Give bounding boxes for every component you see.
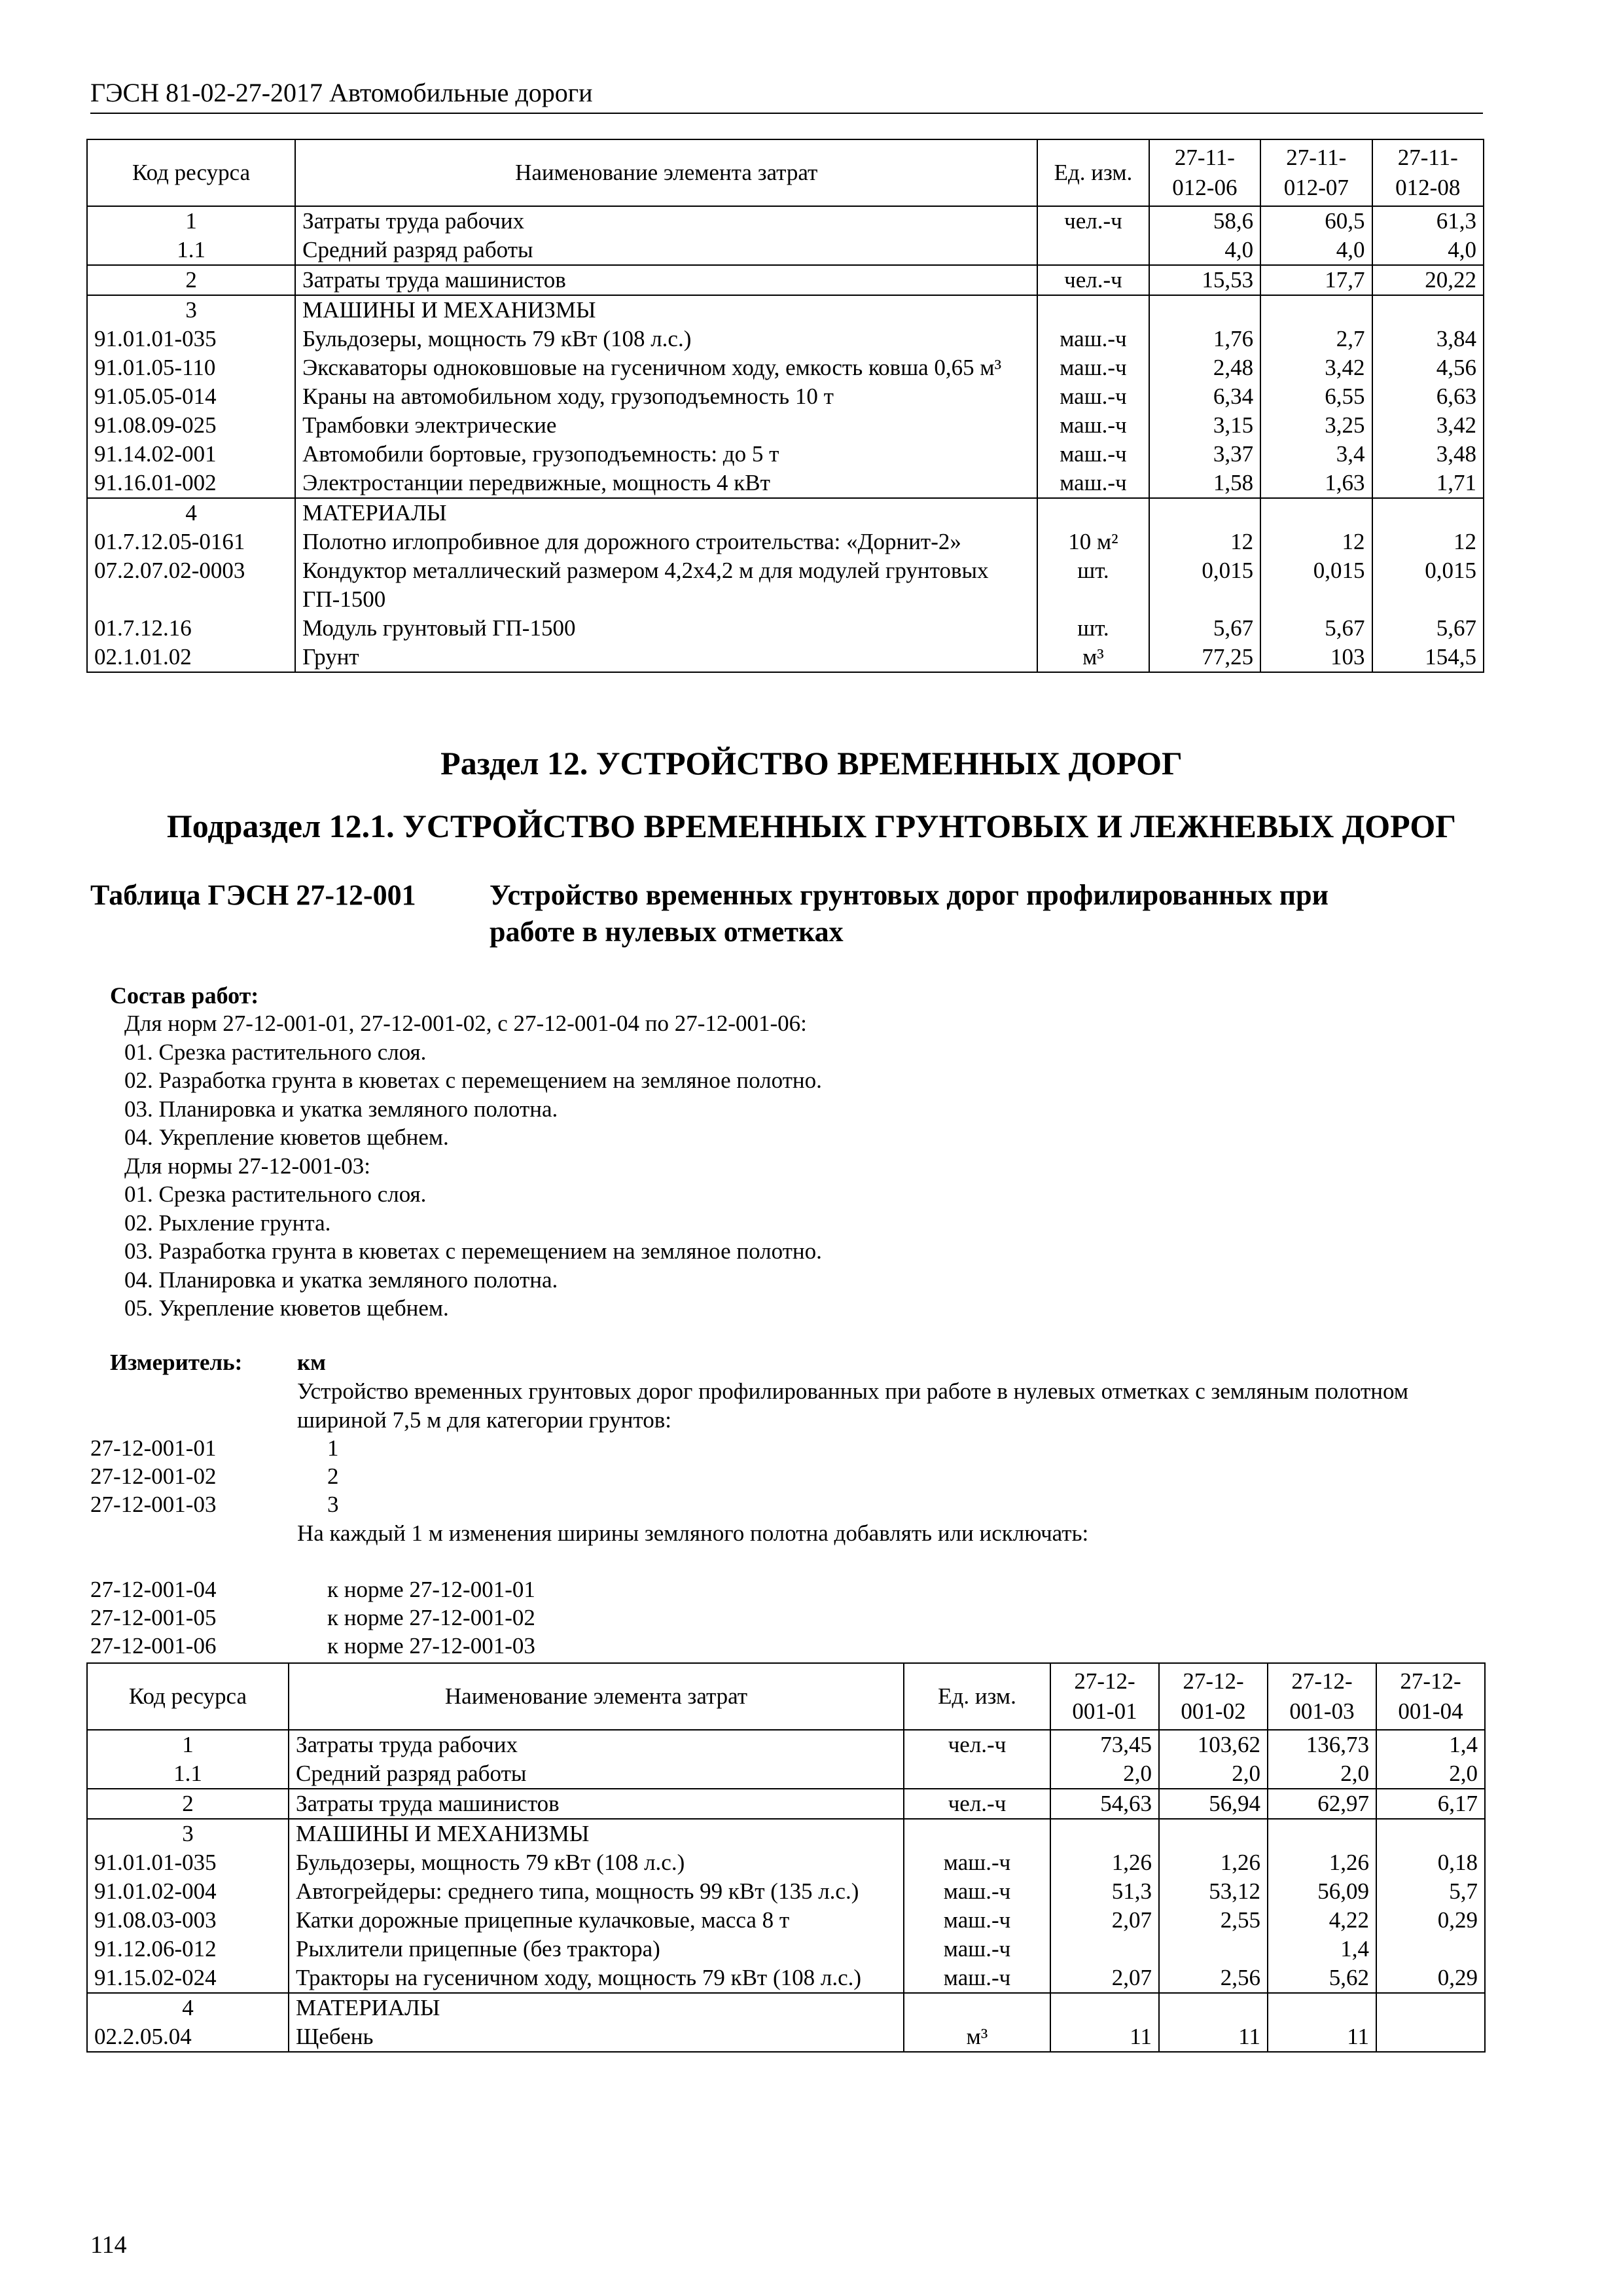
table-row (87, 1759, 1485, 1789)
resource-name: Экскаваторы одноковшовые на гусеничном ходу, емкость ковша 0,65 м³ (295, 353, 1037, 382)
norm-value: 17,7 (1260, 265, 1372, 295)
resource-name: Автомобили бортовые, грузоподъемность: до 5 т (295, 440, 1037, 469)
col-header-norm: 27-12- 001-01 (1050, 1663, 1159, 1730)
col-header-unit: Ед. изм. (1037, 139, 1149, 206)
norm-value: 58,6 (1149, 206, 1260, 236)
work-item: 02. Разработка грунта в кюветах с перемещением на земляное полотно. (124, 1067, 822, 1093)
resource-unit: шт. (1037, 556, 1149, 614)
resource-code: 91.14.02-001 (87, 440, 295, 469)
resource-name: Трамбовки электрические (295, 411, 1037, 440)
norm-value: 61,3 (1372, 206, 1484, 236)
norm-value: 0,18 (1376, 1848, 1485, 1877)
resource-name: Средний разряд работы (295, 236, 1037, 265)
norm-value: 2,0 (1268, 1759, 1376, 1789)
norm-value: 56,09 (1268, 1877, 1376, 1906)
work-composition-list (124, 1009, 822, 1323)
table-row (87, 440, 1484, 469)
norm-value: 3,48 (1372, 440, 1484, 469)
norm-value: 12 (1260, 528, 1372, 556)
norm-value (1376, 2022, 1485, 2052)
resource-unit (1037, 498, 1149, 528)
norm-value: 4,0 (1260, 236, 1372, 265)
resource-unit: м³ (904, 2022, 1050, 2052)
norm-value: 0,29 (1376, 1964, 1485, 1993)
resource-code: 91.12.06-012 (87, 1935, 289, 1964)
resource-code: 91.08.03-003 (87, 1906, 289, 1935)
norm-text: 1 (327, 1435, 339, 1461)
work-item: 05. Укрепление кюветов щебнем. (124, 1295, 449, 1321)
resource-code: 01.7.12.05-0161 (87, 528, 295, 556)
norm-value: 2,0 (1050, 1759, 1159, 1789)
col-header-norm: 27-12- 001-04 (1376, 1663, 1485, 1730)
resource-name: Затраты труда рабочих (295, 206, 1037, 236)
norm-value (1159, 1993, 1268, 2022)
table-row (87, 206, 1484, 236)
table-row (87, 1789, 1485, 1819)
table-row (87, 1730, 1485, 1759)
norm-value: 3,4 (1260, 440, 1372, 469)
norm-value: 77,25 (1149, 643, 1260, 672)
norm-value: 0,015 (1149, 556, 1260, 614)
resource-code: 4 (87, 498, 295, 528)
resource-code: 02.2.05.04 (87, 2022, 289, 2052)
norm-text: 3 (327, 1492, 339, 1517)
norm-value: 5,67 (1149, 614, 1260, 643)
norm-value: 1,71 (1372, 469, 1484, 498)
norm-code: 27-12-001-01 (90, 1435, 217, 1461)
norm-value (1376, 1993, 1485, 2022)
work-item: 01. Срезка растительного слоя. (124, 1039, 427, 1065)
norm-code: 27-12-001-02 (90, 1463, 217, 1489)
norm-value: 3,84 (1372, 325, 1484, 353)
norm-value: 3,15 (1149, 411, 1260, 440)
norm-value: 6,63 (1372, 382, 1484, 411)
norm-value: 62,97 (1268, 1789, 1376, 1819)
resource-code: 1 (87, 1730, 289, 1759)
resource-name: Полотно иглопробивное для дорожного строительства: «Дорнит-2» (295, 528, 1037, 556)
norm-value: 3,42 (1260, 353, 1372, 382)
resource-unit: м³ (1037, 643, 1149, 672)
norm-value: 103,62 (1159, 1730, 1268, 1759)
col-header-code: Код ресурса (87, 1663, 289, 1730)
resource-unit: чел.-ч (1037, 265, 1149, 295)
resource-unit: чел.-ч (1037, 206, 1149, 236)
resource-unit: маш.-ч (1037, 325, 1149, 353)
resource-code: 07.2.07.02-0003 (87, 556, 295, 614)
table-row (87, 614, 1484, 643)
norm-value (1050, 1993, 1159, 2022)
norm-value (1260, 498, 1372, 528)
resource-name: Кондуктор металлический размером 4,2х4,2 м для модулей грунтовых ГП-1500 (295, 556, 1037, 614)
norm-value: 1,58 (1149, 469, 1260, 498)
norm-value (1372, 498, 1484, 528)
resource-name: Автогрейдеры: среднего типа, мощность 99 кВт (135 л.с.) (289, 1877, 904, 1906)
norm-value: 1,26 (1159, 1848, 1268, 1877)
resource-code: 91.01.05-110 (87, 353, 295, 382)
work-item: 01. Срезка растительного слоя. (124, 1181, 427, 1207)
resource-unit: чел.-ч (904, 1730, 1050, 1759)
norm-value: 2,07 (1050, 1964, 1159, 1993)
norm-value: 4,0 (1372, 236, 1484, 265)
norm-value (1376, 1819, 1485, 1848)
resource-code: 01.7.12.16 (87, 614, 295, 643)
norm-value (1050, 1819, 1159, 1848)
norm-value (1050, 1935, 1159, 1964)
resource-name: Модуль грунтовый ГП-1500 (295, 614, 1037, 643)
norm-value: 73,45 (1050, 1730, 1159, 1759)
resource-code: 2 (87, 265, 295, 295)
norm-text: к норме 27-12-001-02 (327, 1605, 535, 1630)
table-row (87, 1964, 1485, 1993)
resource-unit: чел.-ч (904, 1789, 1050, 1819)
norm-value: 12 (1372, 528, 1484, 556)
norm-value (1149, 498, 1260, 528)
norm-value: 4,56 (1372, 353, 1484, 382)
meter-description: Устройство временных грунтовых дорог профилированных при работе в нулевых отметках с земляным полотном шириной 7,5 м для категории грунтов: (297, 1378, 1409, 1433)
norm-value: 20,22 (1372, 265, 1484, 295)
norm-value: 4,22 (1268, 1906, 1376, 1935)
norm-text: 2 (327, 1463, 339, 1489)
norm-value: 1,63 (1260, 469, 1372, 498)
norm-value: 3,25 (1260, 411, 1372, 440)
norm-value: 11 (1268, 2022, 1376, 2052)
resource-unit (904, 1993, 1050, 2022)
resource-name: Средний разряд работы (289, 1759, 904, 1789)
col-header-norm: 27-11- 012-06 (1149, 139, 1260, 206)
table-row (87, 1819, 1485, 1848)
resource-name: Тракторы на гусеничном ходу, мощность 79 кВт (108 л.с.) (289, 1964, 904, 1993)
norm-value: 5,67 (1260, 614, 1372, 643)
resource-unit: маш.-ч (1037, 353, 1149, 382)
resource-table-27-12-001 (86, 1662, 1486, 2053)
resource-code: 91.01.01-035 (87, 1848, 289, 1877)
resource-name: Затраты труда рабочих (289, 1730, 904, 1759)
resource-code: 4 (87, 1993, 289, 2022)
norm-value: 6,17 (1376, 1789, 1485, 1819)
norm-value: 11 (1159, 2022, 1268, 2052)
page-number: 114 (90, 2231, 127, 2259)
norm-code: 27-12-001-03 (90, 1492, 217, 1517)
work-item: Для нормы 27-12-001-03: (124, 1153, 370, 1179)
resource-unit: маш.-ч (1037, 469, 1149, 498)
norm-value: 1,26 (1268, 1848, 1376, 1877)
work-item: 04. Укрепление кюветов щебнем. (124, 1124, 449, 1150)
norm-value: 2,07 (1050, 1906, 1159, 1935)
norm-value: 3,42 (1372, 411, 1484, 440)
work-item: 03. Планировка и укатка земляного полотна. (124, 1096, 558, 1122)
norm-code: 27-12-001-06 (90, 1633, 217, 1659)
norm-value: 4,0 (1149, 236, 1260, 265)
norm-value (1268, 1819, 1376, 1848)
norm-text: к норме 27-12-001-01 (327, 1577, 535, 1602)
norm-value: 2,55 (1159, 1906, 1268, 1935)
norm-value (1260, 295, 1372, 325)
resource-unit (904, 1819, 1050, 1848)
table-description: Устройство временных грунтовых дорог профилированных при работе в нулевых отметках (490, 879, 1329, 948)
resource-code: 91.01.01-035 (87, 325, 295, 353)
norm-value: 0,015 (1260, 556, 1372, 614)
table-row (87, 265, 1484, 295)
resource-unit: маш.-ч (904, 1935, 1050, 1964)
resource-code: 02.1.01.02 (87, 643, 295, 672)
work-item: 02. Рыхление грунта. (124, 1210, 331, 1236)
norm-text: к норме 27-12-001-03 (327, 1633, 535, 1659)
col-header-name: Наименование элемента затрат (295, 139, 1037, 206)
table-row (87, 236, 1484, 265)
resource-unit (904, 1759, 1050, 1789)
norm-value: 5,62 (1268, 1964, 1376, 1993)
resource-name: МАШИНЫ И МЕХАНИЗМЫ (295, 295, 1037, 325)
norm-value (1159, 1935, 1268, 1964)
resource-table-27-11-012 (86, 139, 1484, 673)
resource-code: 91.01.02-004 (87, 1877, 289, 1906)
norm-value (1159, 1819, 1268, 1848)
table-row (87, 382, 1484, 411)
work-item: 03. Разработка грунта в кюветах с перемещением на земляное полотно. (124, 1238, 822, 1264)
resource-unit: 10 м² (1037, 528, 1149, 556)
section-title: Раздел 12. УСТРОЙСТВО ВРЕМЕННЫХ ДОРОГ (440, 745, 1183, 781)
resource-name: Рыхлители прицепные (без трактора) (289, 1935, 904, 1964)
norm-code: 27-12-001-05 (90, 1605, 217, 1630)
resource-code: 91.16.01-002 (87, 469, 295, 498)
table-row (87, 469, 1484, 498)
resource-code: 1 (87, 206, 295, 236)
col-header-name: Наименование элемента затрат (289, 1663, 904, 1730)
work-item: 04. Планировка и укатка земляного полотна. (124, 1266, 558, 1293)
norm-value: 0,29 (1376, 1906, 1485, 1935)
resource-unit: маш.-ч (904, 1964, 1050, 1993)
norm-value: 1,76 (1149, 325, 1260, 353)
resource-unit: маш.-ч (1037, 411, 1149, 440)
norm-value (1268, 1993, 1376, 2022)
norm-value: 103 (1260, 643, 1372, 672)
resource-name: Электростанции передвижные, мощность 4 кВт (295, 469, 1037, 498)
norm-value: 2,48 (1149, 353, 1260, 382)
work-item: Для норм 27-12-001-01, 27-12-001-02, с 27-12-001-04 по 27-12-001-06: (124, 1011, 807, 1036)
norm-value: 5,67 (1372, 614, 1484, 643)
table-row (87, 1906, 1485, 1935)
norm-value: 1,26 (1050, 1848, 1159, 1877)
norm-value: 15,53 (1149, 265, 1260, 295)
norm-value: 1,4 (1376, 1730, 1485, 1759)
resource-unit: маш.-ч (904, 1877, 1050, 1906)
running-header: ГЭСН 81-02-27-2017 Автомобильные дороги (90, 77, 1483, 114)
table-row (87, 1877, 1485, 1906)
norm-value: 0,015 (1372, 556, 1484, 614)
table-row (87, 2022, 1485, 2052)
col-header-norm: 27-11- 012-08 (1372, 139, 1484, 206)
norm-value: 53,12 (1159, 1877, 1268, 1906)
resource-unit: шт. (1037, 614, 1149, 643)
resource-name: Бульдозеры, мощность 79 кВт (108 л.с.) (289, 1848, 904, 1877)
norm-value (1149, 295, 1260, 325)
norm-value: 11 (1050, 2022, 1159, 2052)
norm-value: 154,5 (1372, 643, 1484, 672)
norm-value: 12 (1149, 528, 1260, 556)
norm-value: 2,56 (1159, 1964, 1268, 1993)
norm-value: 2,0 (1159, 1759, 1268, 1789)
norm-value: 6,55 (1260, 382, 1372, 411)
resource-name: Грунт (295, 643, 1037, 672)
table-row (87, 1935, 1485, 1964)
table-row (87, 1993, 1485, 2022)
col-header-unit: Ед. изм. (904, 1663, 1050, 1730)
resource-name: Затраты труда машинистов (289, 1789, 904, 1819)
col-header-norm: 27-11- 012-07 (1260, 139, 1372, 206)
resource-name: Катки дорожные прицепные кулачковые, масса 8 т (289, 1906, 904, 1935)
norm-value: 3,37 (1149, 440, 1260, 469)
resource-name: Щебень (289, 2022, 904, 2052)
resource-name: Бульдозеры, мощность 79 кВт (108 л.с.) (295, 325, 1037, 353)
table-row (87, 325, 1484, 353)
resource-code: 2 (87, 1789, 289, 1819)
norm-value: 1,4 (1268, 1935, 1376, 1964)
work-composition-title: Состав работ: (110, 982, 259, 1009)
resource-code: 91.15.02-024 (87, 1964, 289, 1993)
norm-value: 51,3 (1050, 1877, 1159, 1906)
norm-value: 60,5 (1260, 206, 1372, 236)
norm-value: 5,7 (1376, 1877, 1485, 1906)
norm-value (1376, 1935, 1485, 1964)
table-label: Таблица ГЭСН 27-12-001 (90, 879, 416, 911)
resource-name: МАТЕРИАЛЫ (295, 498, 1037, 528)
norm-value: 2,7 (1260, 325, 1372, 353)
resource-code: 91.08.09-025 (87, 411, 295, 440)
norm-value: 56,94 (1159, 1789, 1268, 1819)
resource-code: 91.05.05-014 (87, 382, 295, 411)
col-header-norm: 27-12- 001-02 (1159, 1663, 1268, 1730)
resource-code: 3 (87, 295, 295, 325)
table-row (87, 295, 1484, 325)
norm-value: 6,34 (1149, 382, 1260, 411)
table-row (87, 643, 1484, 672)
table-row (87, 1848, 1485, 1877)
col-header-norm: 27-12- 001-03 (1268, 1663, 1376, 1730)
resource-code: 3 (87, 1819, 289, 1848)
norm-value: 54,63 (1050, 1789, 1159, 1819)
resource-name: МАТЕРИАЛЫ (289, 1993, 904, 2022)
norm-value (1372, 295, 1484, 325)
subsection-title: Подраздел 12.1. УСТРОЙСТВО ВРЕМЕННЫХ ГРУНТОВЫХ И ЛЕЖНЕВЫХ ДОРОГ (166, 808, 1457, 844)
meter-label: Измеритель: (110, 1350, 243, 1375)
resource-code: 1.1 (87, 236, 295, 265)
resource-code: 1.1 (87, 1759, 289, 1789)
norm-value: 136,73 (1268, 1730, 1376, 1759)
meter-add-note: На каждый 1 м изменения ширины земляного полотна добавлять или исключать: (297, 1520, 1089, 1546)
norm-code: 27-12-001-04 (90, 1577, 217, 1602)
resource-name: Затраты труда машинистов (295, 265, 1037, 295)
table-row (87, 528, 1484, 556)
col-header-code: Код ресурса (87, 139, 295, 206)
resource-unit (1037, 236, 1149, 265)
table-row (87, 411, 1484, 440)
resource-unit: маш.-ч (904, 1906, 1050, 1935)
resource-unit (1037, 295, 1149, 325)
resource-unit: маш.-ч (1037, 440, 1149, 469)
resource-name: МАШИНЫ И МЕХАНИЗМЫ (289, 1819, 904, 1848)
norm-value: 2,0 (1376, 1759, 1485, 1789)
table-row (87, 353, 1484, 382)
resource-name: Краны на автомобильном ходу, грузоподъемность 10 т (295, 382, 1037, 411)
resource-unit: маш.-ч (1037, 382, 1149, 411)
meter-unit: км (297, 1350, 327, 1375)
resource-unit: маш.-ч (904, 1848, 1050, 1877)
table-row (87, 498, 1484, 528)
table-row (87, 556, 1484, 614)
